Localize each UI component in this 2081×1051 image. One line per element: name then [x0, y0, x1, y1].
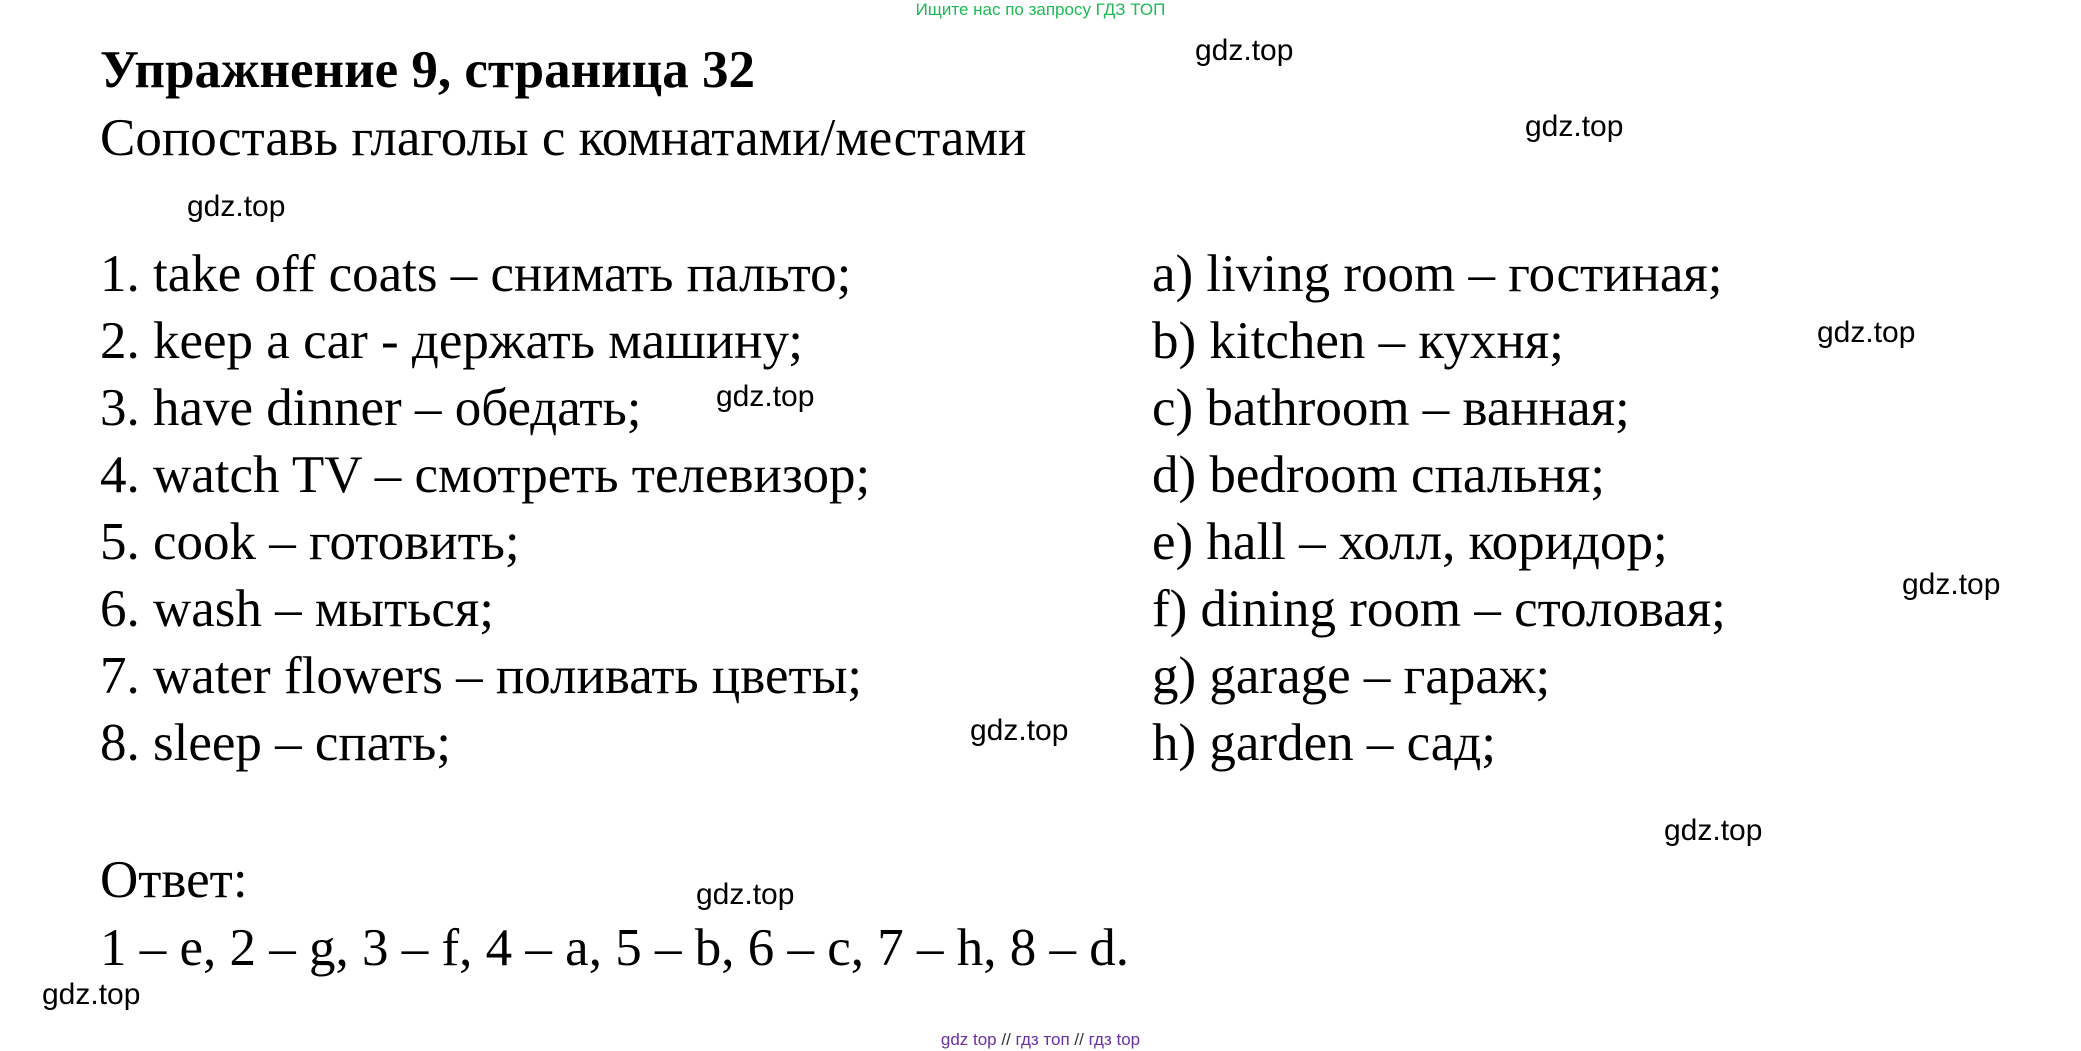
place-item: e) hall – холл, коридор;	[1152, 513, 1668, 571]
place-item: g) garage – гараж;	[1152, 647, 1551, 705]
answer-text: 1 – e, 2 – g, 3 – f, 4 – a, 5 – b, 6 – c, 7 – h, 8 – d.	[100, 919, 1129, 977]
verb-item: 1. take off coats – снимать пальто;	[100, 245, 852, 303]
bottom-link[interactable]: гдз top	[1088, 1030, 1141, 1049]
watermark: gdz.top	[1902, 568, 2001, 601]
bottom-link[interactable]: gdz top	[940, 1030, 997, 1049]
place-item: c) bathroom – ванная;	[1152, 379, 1630, 437]
watermark: gdz.top	[696, 878, 795, 911]
exercise-subtitle: Сопоставь глаголы с комнатами/местами	[100, 109, 1027, 167]
verb-item: 4. watch TV – смотреть телевизор;	[100, 446, 871, 504]
watermark: gdz.top	[970, 714, 1069, 747]
link-separator: //	[1001, 1030, 1011, 1049]
place-item: f) dining room – столовая;	[1152, 580, 1726, 638]
watermark: gdz.top	[1525, 110, 1624, 143]
verb-item: 8. sleep – спать;	[100, 714, 451, 772]
verb-item: 7. water flowers – поливать цветы;	[100, 647, 863, 705]
watermark: gdz.top	[1664, 814, 1763, 847]
watermark: gdz.top	[187, 190, 286, 223]
answer-label: Ответ:	[100, 851, 248, 909]
verb-item: 6. wash – мыться;	[100, 580, 495, 638]
top-banner[interactable]: Ищите нас по запросу ГДЗ ТОП	[915, 0, 1166, 19]
bottom-links	[0, 1030, 2081, 1050]
exercise-title: Упражнение 9, страница 32	[100, 41, 755, 99]
watermark: gdz.top	[1195, 34, 1294, 67]
link-separator: //	[1074, 1030, 1084, 1049]
place-item: h) garden – сад;	[1152, 714, 1496, 772]
bottom-link[interactable]: гдз топ	[1015, 1030, 1070, 1049]
place-item: a) living room – гостиная;	[1152, 245, 1723, 303]
place-item: b) kitchen – кухня;	[1152, 312, 1564, 370]
watermark: gdz.top	[42, 978, 141, 1011]
verb-item: 3. have dinner – обедать;	[100, 379, 642, 437]
watermark: gdz.top	[1817, 316, 1916, 349]
place-item: d) bedroom спальня;	[1152, 446, 1606, 504]
verb-item: 2. keep a car - держать машину;	[100, 312, 804, 370]
verb-item: 5. cook – готовить;	[100, 513, 520, 571]
watermark: gdz.top	[716, 380, 815, 413]
